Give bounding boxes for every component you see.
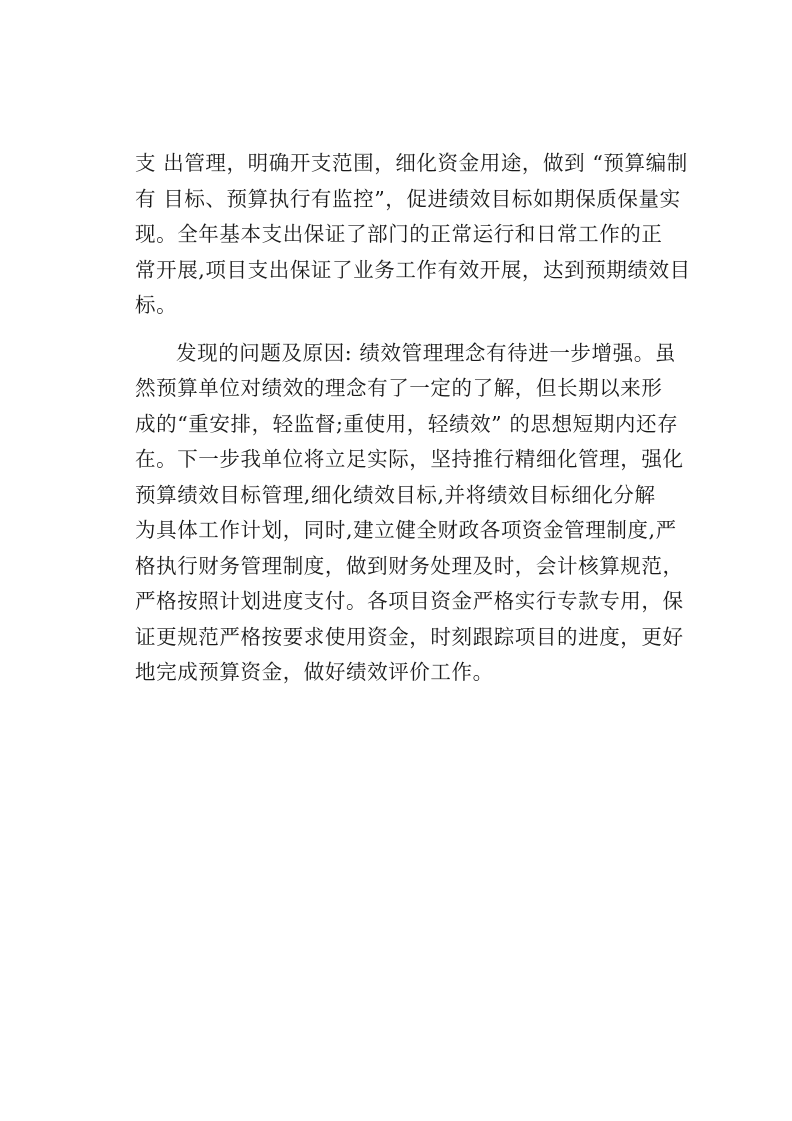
text-line: 成的“重安排，轻监督;重使用，轻绩效” 的思想短期内还存 bbox=[135, 411, 679, 436]
text-line: 严格按照计划进度支付。各项目资金严格实行专款专用，保 bbox=[135, 589, 684, 613]
text-line: 预算绩效目标管理,细化绩效目标,并将绩效目标细化分解 bbox=[135, 482, 656, 507]
text-line: 然预算单位对绩效的理念有了一定的了解，但长期以来形 bbox=[135, 376, 663, 400]
paragraph-budget-control bbox=[135, 146, 695, 324]
text-line: 现。全年基本支出保证了部门的正常运行和日常工作的正 bbox=[135, 222, 663, 246]
paragraph-problems-and-causes bbox=[135, 336, 695, 691]
paragraph-spacer bbox=[135, 324, 695, 336]
text-line: 发现的问题及原因: 绩效管理理念有待进一步增强。虽 bbox=[176, 340, 676, 365]
text-line: 支 出管理，明确开支范围，细化资金用途，做到 “预算编制 bbox=[135, 151, 688, 175]
text-line: 有 目标、预算执行有监控”，促进绩效目标如期保质保量实 bbox=[135, 186, 681, 211]
document-body bbox=[135, 146, 695, 691]
text-line: 常开展,项目支出保证了业务工作有效开展，达到预期绩效目 bbox=[135, 257, 691, 282]
text-line: 格执行财务管理制度，做到财务处理及时，会计核算规范， bbox=[135, 553, 684, 578]
text-line: 标。 bbox=[135, 293, 178, 317]
text-line: 证更规范严格按要求使用资金，时刻跟踪项目的进度，更好 bbox=[135, 624, 684, 649]
text-line: 为具体工作计划，同时,建立健全财政各项资金管理制度,严 bbox=[135, 518, 677, 542]
text-line: 地完成预算资金，做好绩效评价工作。 bbox=[135, 660, 494, 684]
text-line: 在。下一步我单位将立足实际，坚持推行精细化管理，强化 bbox=[135, 447, 684, 471]
